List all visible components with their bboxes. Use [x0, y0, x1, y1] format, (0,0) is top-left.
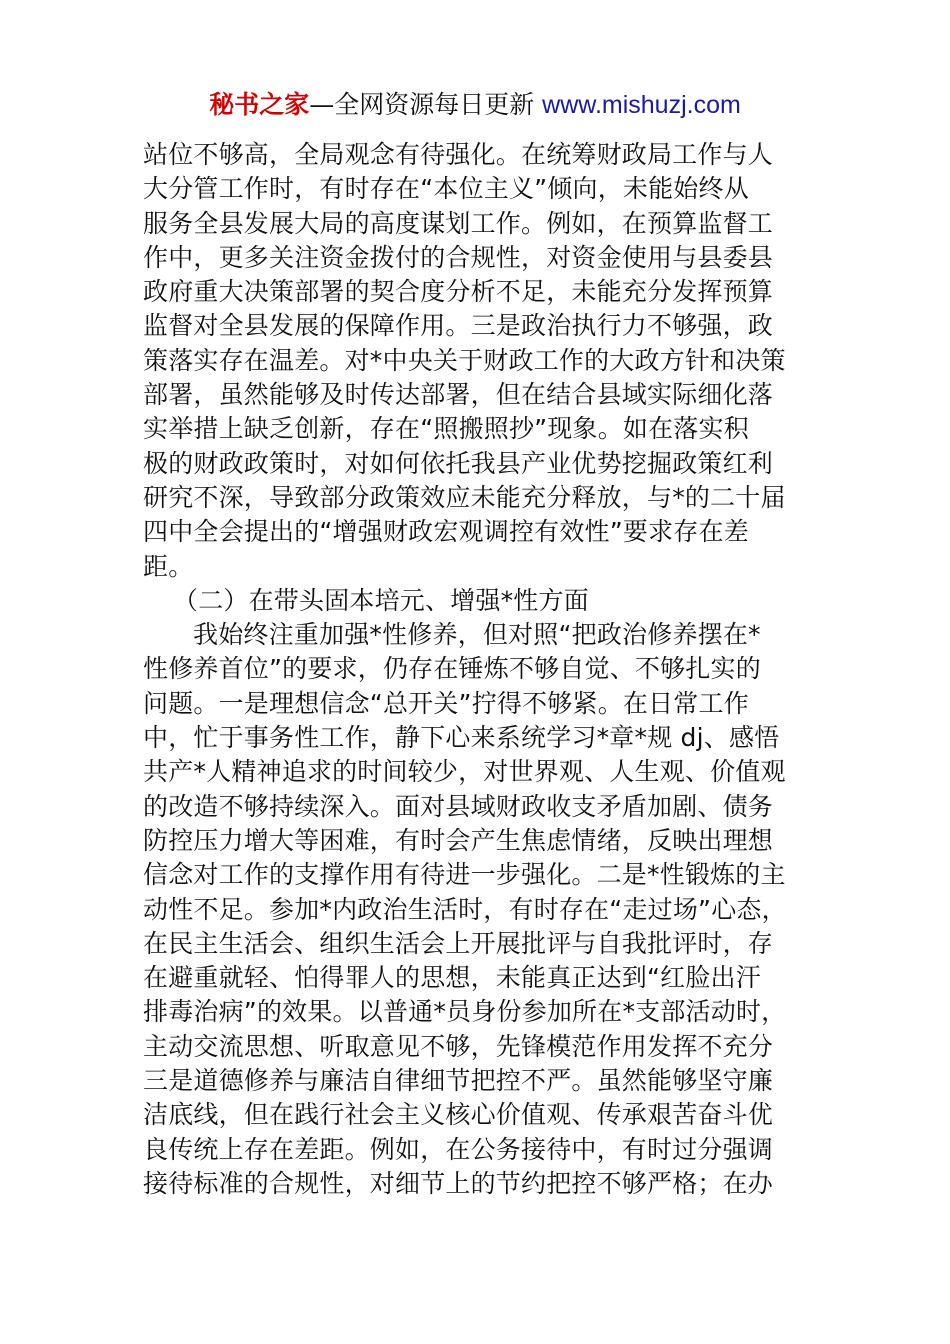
body-line: 研究不深，导致部分政策效应未能充分释放，与*的二十届 [143, 482, 786, 512]
body-line: 四中全会提出的“增强财政宏观调控有效性”要求存在差 [143, 517, 749, 547]
body-line: 接待标准的合规性，对细节上的节约把控不够严格；在办 [143, 1168, 774, 1198]
body-line: 主动交流思想、听取意见不够，先锋模范作用发挥不充分 [143, 1031, 774, 1061]
body-line: 问题。一是理想信念“总开关”拧得不够紧。在日常工作 [143, 688, 749, 718]
body-line: 大分管工作时，有时存在“本位主义”倾向，未能始终从 [143, 174, 749, 204]
body-line: 作中，更多关注资金拨付的合规性，对资金使用与县委县 [143, 242, 774, 272]
section-heading: （二）在带头固本培元、增强*性方面 [173, 585, 589, 615]
body-line: 性修养首位”的要求，仍存在锤炼不够自觉、不够扎实的 [143, 654, 761, 684]
site-slogan: —全网资源每日更新 [309, 90, 543, 119]
body-line: 防控压力增大等困难，有时会产生焦虑情绪，反映出理想 [143, 825, 774, 855]
body-line: 监督对全县发展的保障作用。三是政治执行力不够强，政 [143, 311, 774, 341]
body-line: 良传统上存在差距。例如，在公务接待中，有时过分强调 [143, 1134, 774, 1164]
site-url-link[interactable]: www.mishuzj.com [542, 91, 741, 119]
document-body [143, 138, 809, 1201]
body-line: 服务全县发展大局的高度谋划工作。例如，在预算监督工 [143, 208, 774, 238]
body-line: 共产*人精神追求的时间较少，对世界观、人生观、价值观 [143, 757, 786, 787]
site-header [0, 88, 950, 122]
body-line: 距。 [143, 551, 194, 581]
body-line: 排毒治病”的效果。以普通*员身份参加所在*支部活动时， [143, 997, 787, 1027]
body-line: 洁底线，但在践行社会主义核心价值观、传承艰苦奋斗优 [143, 1100, 774, 1130]
body-line: 的改造不够持续深入。面对县域财政收支矛盾加剧、债务 [143, 791, 774, 821]
body-line: 政府重大决策部署的契合度分析不足，未能充分发挥预算 [143, 277, 774, 307]
body-line: 信念对工作的支撑作用有待进一步强化。二是*性锻炼的主 [143, 860, 786, 890]
body-line: 策落实存在温差。对*中央关于财政工作的大政方针和决策 [143, 345, 786, 375]
body-line: 实举措上缺乏创新，存在“照搬照抄”现象。如在落实积 [143, 414, 749, 444]
paragraph-first-line: 我始终注重加强*性修养，但对照“把政治修养摆在* [193, 620, 761, 650]
site-name: 秘书之家 [209, 90, 310, 119]
body-line: 极的财政政策时，对如何依托我县产业优势挖掘政策红利 [143, 448, 774, 478]
body-line: 在避重就轻、怕得罪人的思想，未能真正达到“红脸出汗 [143, 963, 761, 993]
body-line: 站位不够高，全局观念有待强化。在统筹财政局工作与人 [143, 140, 774, 169]
body-line: 动性不足。参加*内政治生活时，有时存在“走过场”心态， [143, 894, 787, 924]
body-line: 三是道德修养与廉洁自律细节把控不严。虽然能够坚守廉 [143, 1066, 774, 1096]
body-line: 部署，虽然能够及时传达部署，但在结合县域实际细化落 [143, 380, 774, 410]
body-line: 在民主生活会、组织生活会上开展批评与自我批评时，存 [143, 928, 774, 958]
body-line: 中，忙于事务性工作，静下心来系统学习*章*规 dj、感悟 [143, 723, 780, 753]
